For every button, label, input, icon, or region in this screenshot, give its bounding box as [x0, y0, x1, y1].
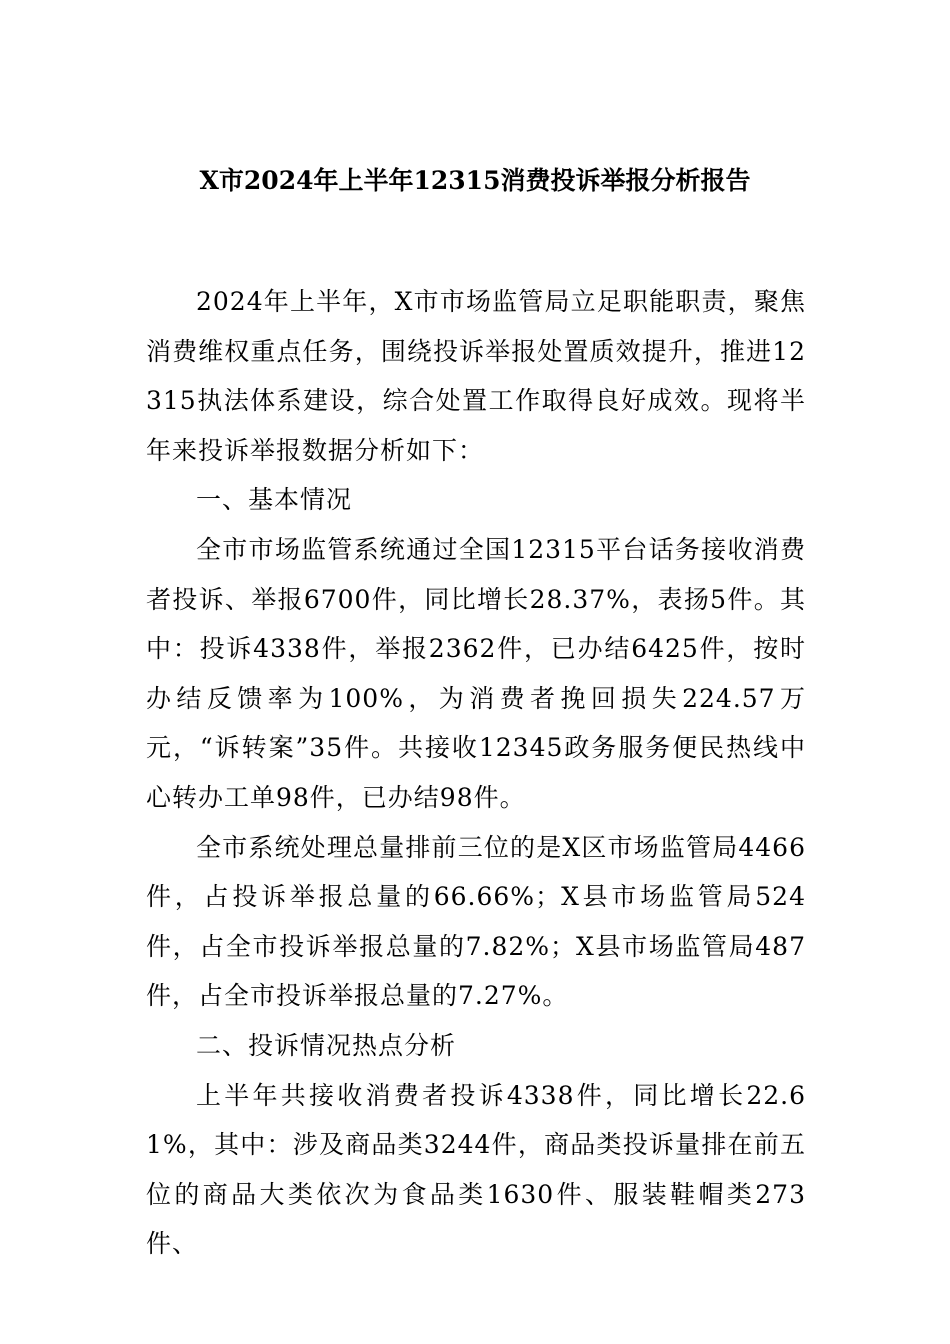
section-heading-basic-situation: 一、基本情况: [196, 485, 353, 515]
intro-paragraph: 2024年上半年，X市市场监管局立足职能职责，聚焦消费维权重点任务，围绕投诉举报处置质效提升，推进12315执法体系建设，综合处置工作取得良好成效。现将半年来投诉举报数据分析如下：: [146, 287, 806, 465]
section-heading-complaint-hotspots: 二、投诉情况热点分析: [196, 1030, 457, 1060]
document-body: [146, 277, 806, 1269]
basic-situation-paragraph: 全市市场监管系统通过全国12315平台话务接收消费者投诉、举报6700件，同比增长28.37%，表扬5件。其中：投诉4338件，举报2362件，已办结6425件，按时办结反馈率为100%，为消费者挽回损失224.57万元，“诉转案”35件。共接收12345政务服务便民热线中心转办工单98件，已办结98件。: [146, 534, 806, 812]
ranking-paragraph: 全市系统处理总量排前三位的是X区市场监管局4466件，占投诉举报总量的66.66%；X县市场监管局524件，占全市投诉举报总量的7.82%；X县市场监管局487件，占全市投诉举报总量的7.27%。: [146, 832, 806, 1011]
complaint-hotspots-paragraph: 上半年共接收消费者投诉4338件，同比增长22.61%，其中：涉及商品类3244件，商品类投诉量排在前五位的商品大类依次为食品类1630件、服装鞋帽类273件、: [146, 1080, 806, 1259]
document-title: X市2024年上半年12315消费投诉举报分析报告: [199, 166, 751, 195]
